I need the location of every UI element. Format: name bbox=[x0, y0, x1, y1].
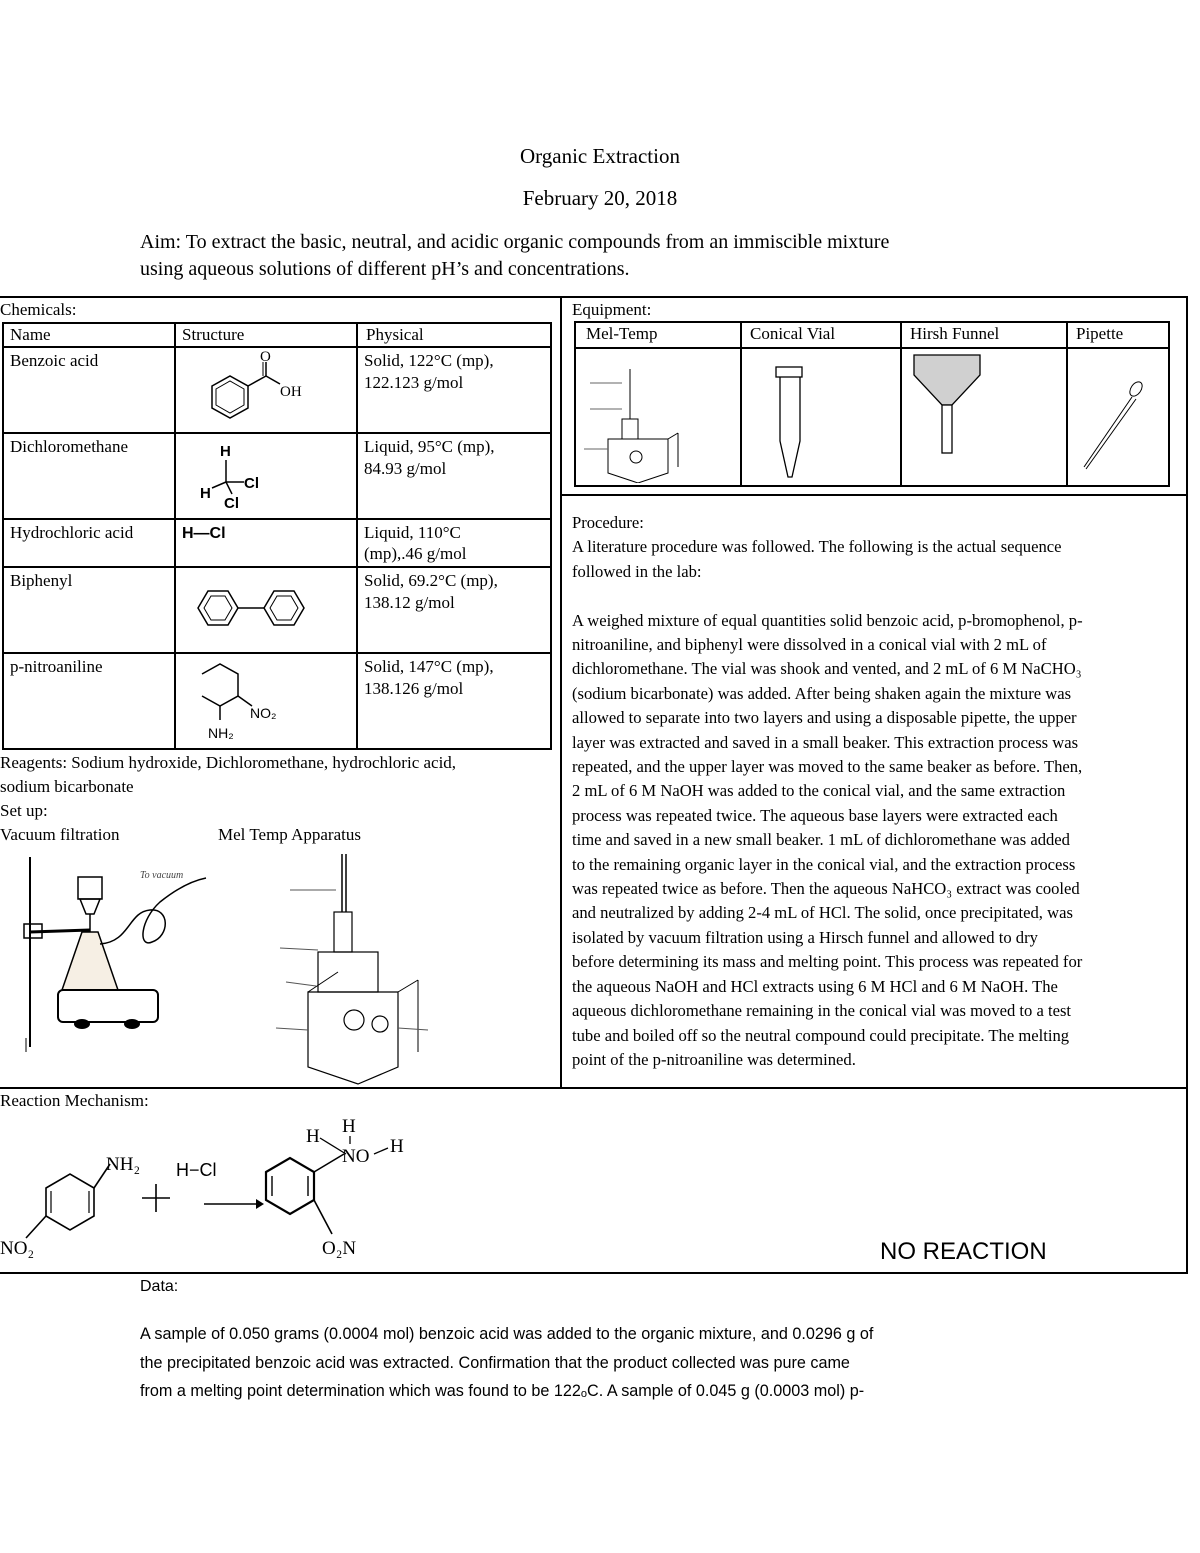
procedure-line: dichloromethane. The vial was shook and vented, and 2 mL of 6 M NaCHO₃ bbox=[572, 659, 1082, 679]
structure-hcl bbox=[175, 519, 357, 567]
mel-temp-illustration bbox=[268, 852, 438, 1087]
reagents-line-1: Reagents: Sodium hydroxide, Dichloromethane, hydrochloric acid, bbox=[0, 753, 457, 772]
hcl-structure: H—Cl bbox=[182, 525, 226, 542]
table-row bbox=[3, 519, 551, 567]
physical-2: 138.12 g/mol bbox=[364, 593, 455, 612]
mechanism-heading: Reaction Mechanism: bbox=[0, 1091, 149, 1110]
label-no2: NO₂ bbox=[250, 705, 277, 721]
procedure-line: and neutralized by adding 2-4 mL of HCl. The solid, once precipitated, was bbox=[572, 903, 1073, 923]
data-line: A sample of 0.050 grams (0.0004 mol) benzoic acid was added to the organic mixture, and 0.0296 g of bbox=[140, 1325, 874, 1343]
pipette-icon bbox=[1070, 349, 1190, 483]
physical-2: 138.126 g/mol bbox=[364, 679, 464, 698]
equipment-heading: Equipment: bbox=[572, 300, 652, 319]
physical-1: Solid, 122°C (mp), bbox=[364, 351, 494, 370]
chem-name: Benzoic acid bbox=[3, 347, 175, 433]
procedure-intro-1: A literature procedure was followed. The following is the actual sequence bbox=[572, 537, 1062, 557]
chem-name: Dichloromethane bbox=[3, 433, 175, 519]
frame-middle-divider bbox=[560, 296, 562, 1088]
setup-label: Set up: bbox=[0, 801, 48, 820]
dichloromethane-structure bbox=[182, 434, 302, 518]
physical-2: (mp),.46 g/mol bbox=[364, 544, 467, 563]
chem-name: Hydrochloric acid bbox=[3, 519, 175, 567]
label-cl-bottom: Cl bbox=[224, 495, 239, 512]
physical-1: Liquid, 110°C bbox=[364, 523, 461, 542]
label-h-right: H bbox=[390, 1136, 404, 1157]
procedure-line: 2 mL of 6 M NaOH was added to the conical vial, and the same extraction bbox=[572, 781, 1066, 801]
table-row bbox=[3, 653, 551, 749]
table-row bbox=[3, 347, 551, 433]
hirsh-funnel-cell bbox=[901, 348, 1067, 486]
procedure-line: the aqueous NaOH and HCl extracts using 6 M HCl and 6 M NaOH. The bbox=[572, 976, 1058, 996]
chem-name: Biphenyl bbox=[3, 567, 175, 653]
procedure-line: (sodium bicarbonate) was added. After being shaken again the mixture was bbox=[572, 683, 1072, 703]
hirsh-funnel-icon bbox=[904, 349, 1054, 483]
label-no2: NO₂ bbox=[0, 1238, 35, 1259]
data-line: from a melting point determination which was found to be 122ₒC. A sample of 0.045 g (0.0003 mol) p- bbox=[140, 1382, 865, 1400]
reagents-line-2: sodium bicarbonate bbox=[0, 777, 134, 796]
physical-1: Solid, 147°C (mp), bbox=[364, 657, 494, 676]
label-cl-right: Cl bbox=[244, 475, 259, 492]
data-body bbox=[140, 1320, 1140, 1406]
col-header-structure: Structure bbox=[175, 323, 357, 347]
equip-header-pipette: Pipette bbox=[1067, 322, 1169, 348]
procedure-line: isolated by vacuum filtration using a Hirsch funnel and allowed to dry bbox=[572, 927, 1038, 947]
equip-header-conical-vial: Conical Vial bbox=[741, 322, 901, 348]
procedure-line: was repeated twice as before. Then the aqueous NaHCO₃ extract was cooled bbox=[572, 879, 1080, 899]
physical-1: Liquid, 95°C (mp), bbox=[364, 437, 495, 456]
no-reaction-label: NO REACTION bbox=[880, 1238, 1047, 1265]
label-h-left: H bbox=[200, 485, 211, 502]
procedure-line: tube and boiled off so the neutral compound could precipitate. The melting bbox=[572, 1025, 1070, 1045]
structure-biphenyl bbox=[175, 567, 357, 653]
data-line: the precipitated benzoic acid was extracted. Confirmation that the product collected was pure came bbox=[140, 1353, 850, 1372]
procedure-line: repeated, and the upper layer was moved to the same beaker as before. Then, bbox=[572, 757, 1083, 777]
label-hcl: H−Cl bbox=[176, 1160, 217, 1180]
label-nh2: NH₂ bbox=[208, 725, 234, 741]
vacuum-filtration-illustration bbox=[20, 852, 220, 1057]
vacuum-filtration-label: Vacuum filtration bbox=[0, 825, 120, 844]
biphenyl-structure bbox=[190, 568, 330, 652]
label-oh: OH bbox=[280, 384, 302, 400]
col-header-name: Name bbox=[3, 323, 175, 347]
label-o: O bbox=[260, 349, 271, 365]
structure-p-nitroaniline bbox=[175, 653, 357, 749]
mel-temp-cell bbox=[575, 348, 741, 486]
procedure-line: allowed to separate into two layers and using a disposable pipette, the upper bbox=[572, 708, 1077, 728]
document-date: February 20, 2018 bbox=[522, 186, 678, 210]
frame-bottom bbox=[0, 1272, 1188, 1274]
structure-benzoic-acid bbox=[175, 347, 357, 433]
physical-2: 122.123 g/mol bbox=[364, 373, 464, 392]
col-header-physical: Physical bbox=[357, 323, 551, 347]
equip-header-hirsh-funnel: Hirsh Funnel bbox=[901, 322, 1067, 348]
label-h-top: H bbox=[220, 443, 231, 460]
equip-header-mel-temp: Mel-Temp bbox=[575, 322, 741, 348]
procedure-heading: Procedure: bbox=[572, 513, 644, 532]
mel-temp-apparatus-label: Mel Temp Apparatus bbox=[218, 825, 361, 844]
conical-vial-cell bbox=[741, 348, 901, 486]
label-nh2: NH₂ bbox=[106, 1154, 141, 1175]
aim-line-1: Aim: To extract the basic, neutral, and acidic organic compounds from an immiscible mixture bbox=[140, 231, 890, 253]
label-o2n: O₂N bbox=[322, 1238, 357, 1259]
physical-2: 84.93 g/mol bbox=[364, 459, 447, 478]
procedure-line: point of the p-nitroaniline was determined. bbox=[572, 1049, 856, 1069]
label-h-top: H bbox=[342, 1116, 356, 1137]
data-heading: Data: bbox=[140, 1278, 179, 1295]
mel-temp-icon bbox=[578, 349, 728, 483]
chemicals-heading: Chemicals: bbox=[0, 300, 77, 319]
conical-vial-icon bbox=[744, 349, 884, 483]
table-row bbox=[3, 567, 551, 653]
procedure-line: time and saved in a new small beaker. 1 mL of dichloromethane was added bbox=[572, 830, 1070, 850]
procedure-intro-2: followed in the lab: bbox=[572, 561, 702, 581]
label-h-left: H bbox=[306, 1126, 320, 1147]
label-no: NO bbox=[342, 1146, 370, 1167]
procedure-line: before determining its mass and melting point. This process was repeated for bbox=[572, 952, 1083, 972]
chem-name: p-nitroaniline bbox=[3, 653, 175, 749]
reaction-mechanism-diagram bbox=[0, 1110, 560, 1270]
procedure-line: A weighed mixture of equal quantities solid benzoic acid, p-bromophenol, p- bbox=[572, 610, 1083, 630]
procedure-line: to the remaining organic layer in the conical vial, and the extraction process bbox=[572, 854, 1076, 874]
procedure-line: aqueous dichloromethane remaining in the conical vial was moved to a test bbox=[572, 1001, 1072, 1021]
structure-dichloromethane bbox=[175, 433, 357, 519]
frame-mechanism-top bbox=[0, 1087, 1188, 1089]
to-vacuum-tag: To vacuum bbox=[140, 870, 184, 881]
p-nitroaniline-structure bbox=[182, 654, 312, 748]
benzoic-acid-structure bbox=[182, 348, 302, 432]
procedure-section bbox=[572, 511, 1182, 1072]
procedure-line: process was repeated twice. The aqueous base layers were extracted each bbox=[572, 805, 1058, 825]
equipment-divider bbox=[560, 494, 1188, 496]
pipette-cell bbox=[1067, 348, 1169, 486]
procedure-line: nitroaniline, and biphenyl were dissolved in a conical vial with 2 mL of bbox=[572, 635, 1047, 655]
aim-line-2: using aqueous solutions of different pH’s and concentrations. bbox=[140, 258, 630, 280]
procedure-line: layer was extracted and saved in a small beaker. This extraction process was bbox=[572, 732, 1079, 752]
table-row bbox=[3, 433, 551, 519]
physical-1: Solid, 69.2°C (mp), bbox=[364, 571, 498, 590]
chemicals-table bbox=[2, 322, 552, 750]
equipment-table bbox=[574, 321, 1170, 487]
document-title: Organic Extraction bbox=[520, 144, 680, 168]
